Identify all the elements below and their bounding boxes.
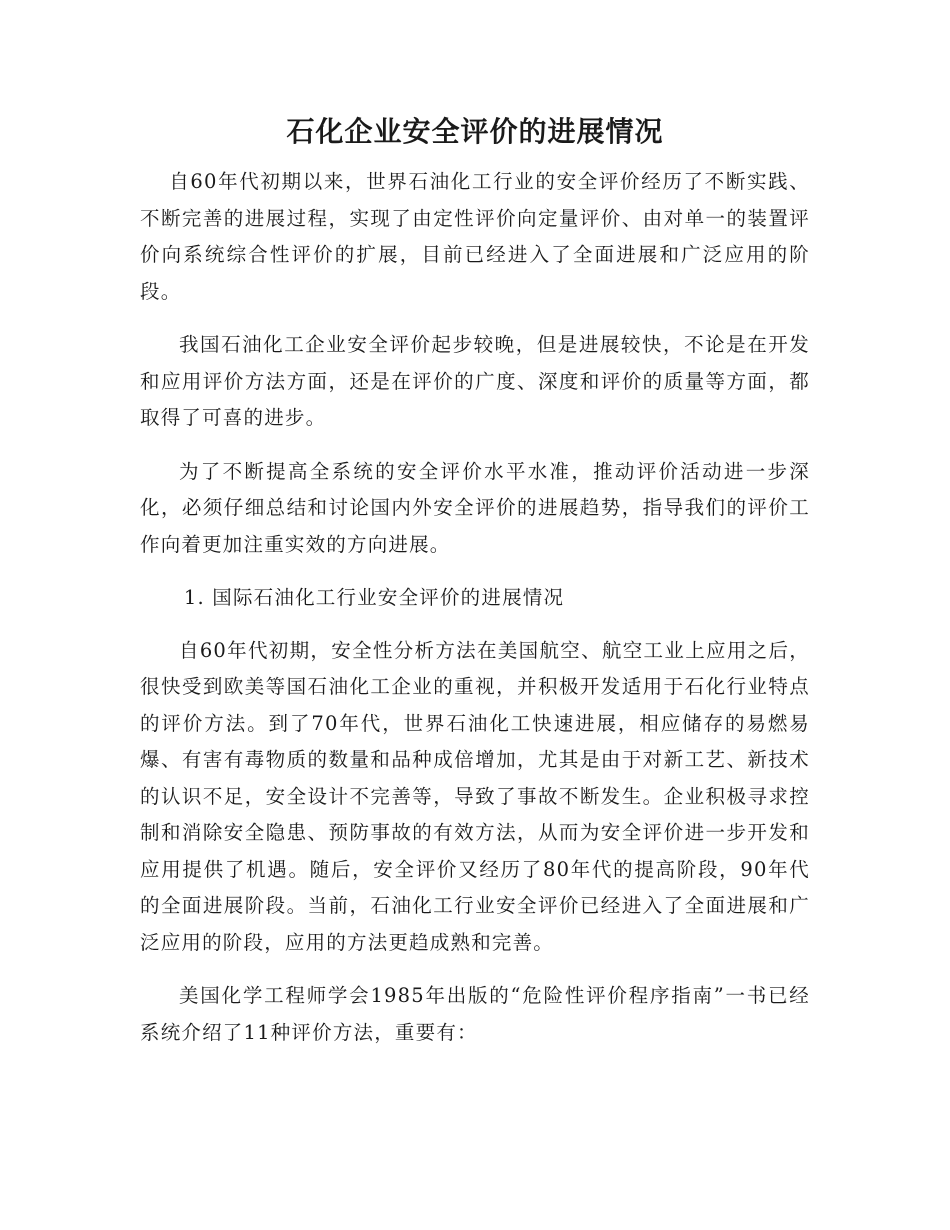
- section-heading-international: 1. 国际石油化工行业安全评价的进展情况: [183, 586, 565, 609]
- document-title: 石化企业安全评价的进展情况: [286, 115, 664, 148]
- paragraph-improvement: 为了不断提高全系统的安全评价水平水准，推动评价活动进一步深化，必须仔细总结和讨论国内外安全评价的进展趋势，指导我们的评价工作向着更加注重实效的方向进展。: [140, 459, 810, 556]
- paragraph-china-progress: 我国石油化工企业安全评价起步较晚，但是进展较快，不论是在开发和应用评价方法方面，还是在评价的广度、深度和评价的质量等方面，都取得了可喜的进步。: [140, 333, 810, 429]
- document-page: [140, 108, 810, 1068]
- paragraph-aiche-guide: 美国化学工程师学会1985年出版的“危险性评价程序指南”一书已经系统介绍了11种评价方法，重要有：: [140, 984, 810, 1044]
- paragraph-international-history: 自60年代初期，安全性分析方法在美国航空、航空工业上应用之后，很快受到欧美等国石油化工企业的重视，并积极开发适用于石化行业特点的评价方法。到了70年代，世界石油化工快速进展，相应储存的易燃易爆、有害有毒物质的数量和品种成倍增加，尤其是由于对新工艺、新技术的认识不足，安全设计不完善等，导致了事故不断发生。企业积极寻求控制和消除安全隐患、预防事故的有效方法，从而为安全评价进一步开发和应用提供了机遇。随后，安全评价又经历了80年代的提高阶段，90年代的全面进展阶段。当前，石油化工行业安全评价已经进入了全面进展和广泛应用的阶段，应用的方法更趋成熟和完善。: [140, 638, 810, 954]
- paragraph-intro: 自60年代初期以来，世界石油化工行业的安全评价经历了不断实践、不断完善的进展过程，实现了由定性评价向定量评价、由对单一的装置评价向系统综合性评价的扩展，目前已经进入了全面进展和广泛应用的阶段。: [140, 170, 810, 303]
